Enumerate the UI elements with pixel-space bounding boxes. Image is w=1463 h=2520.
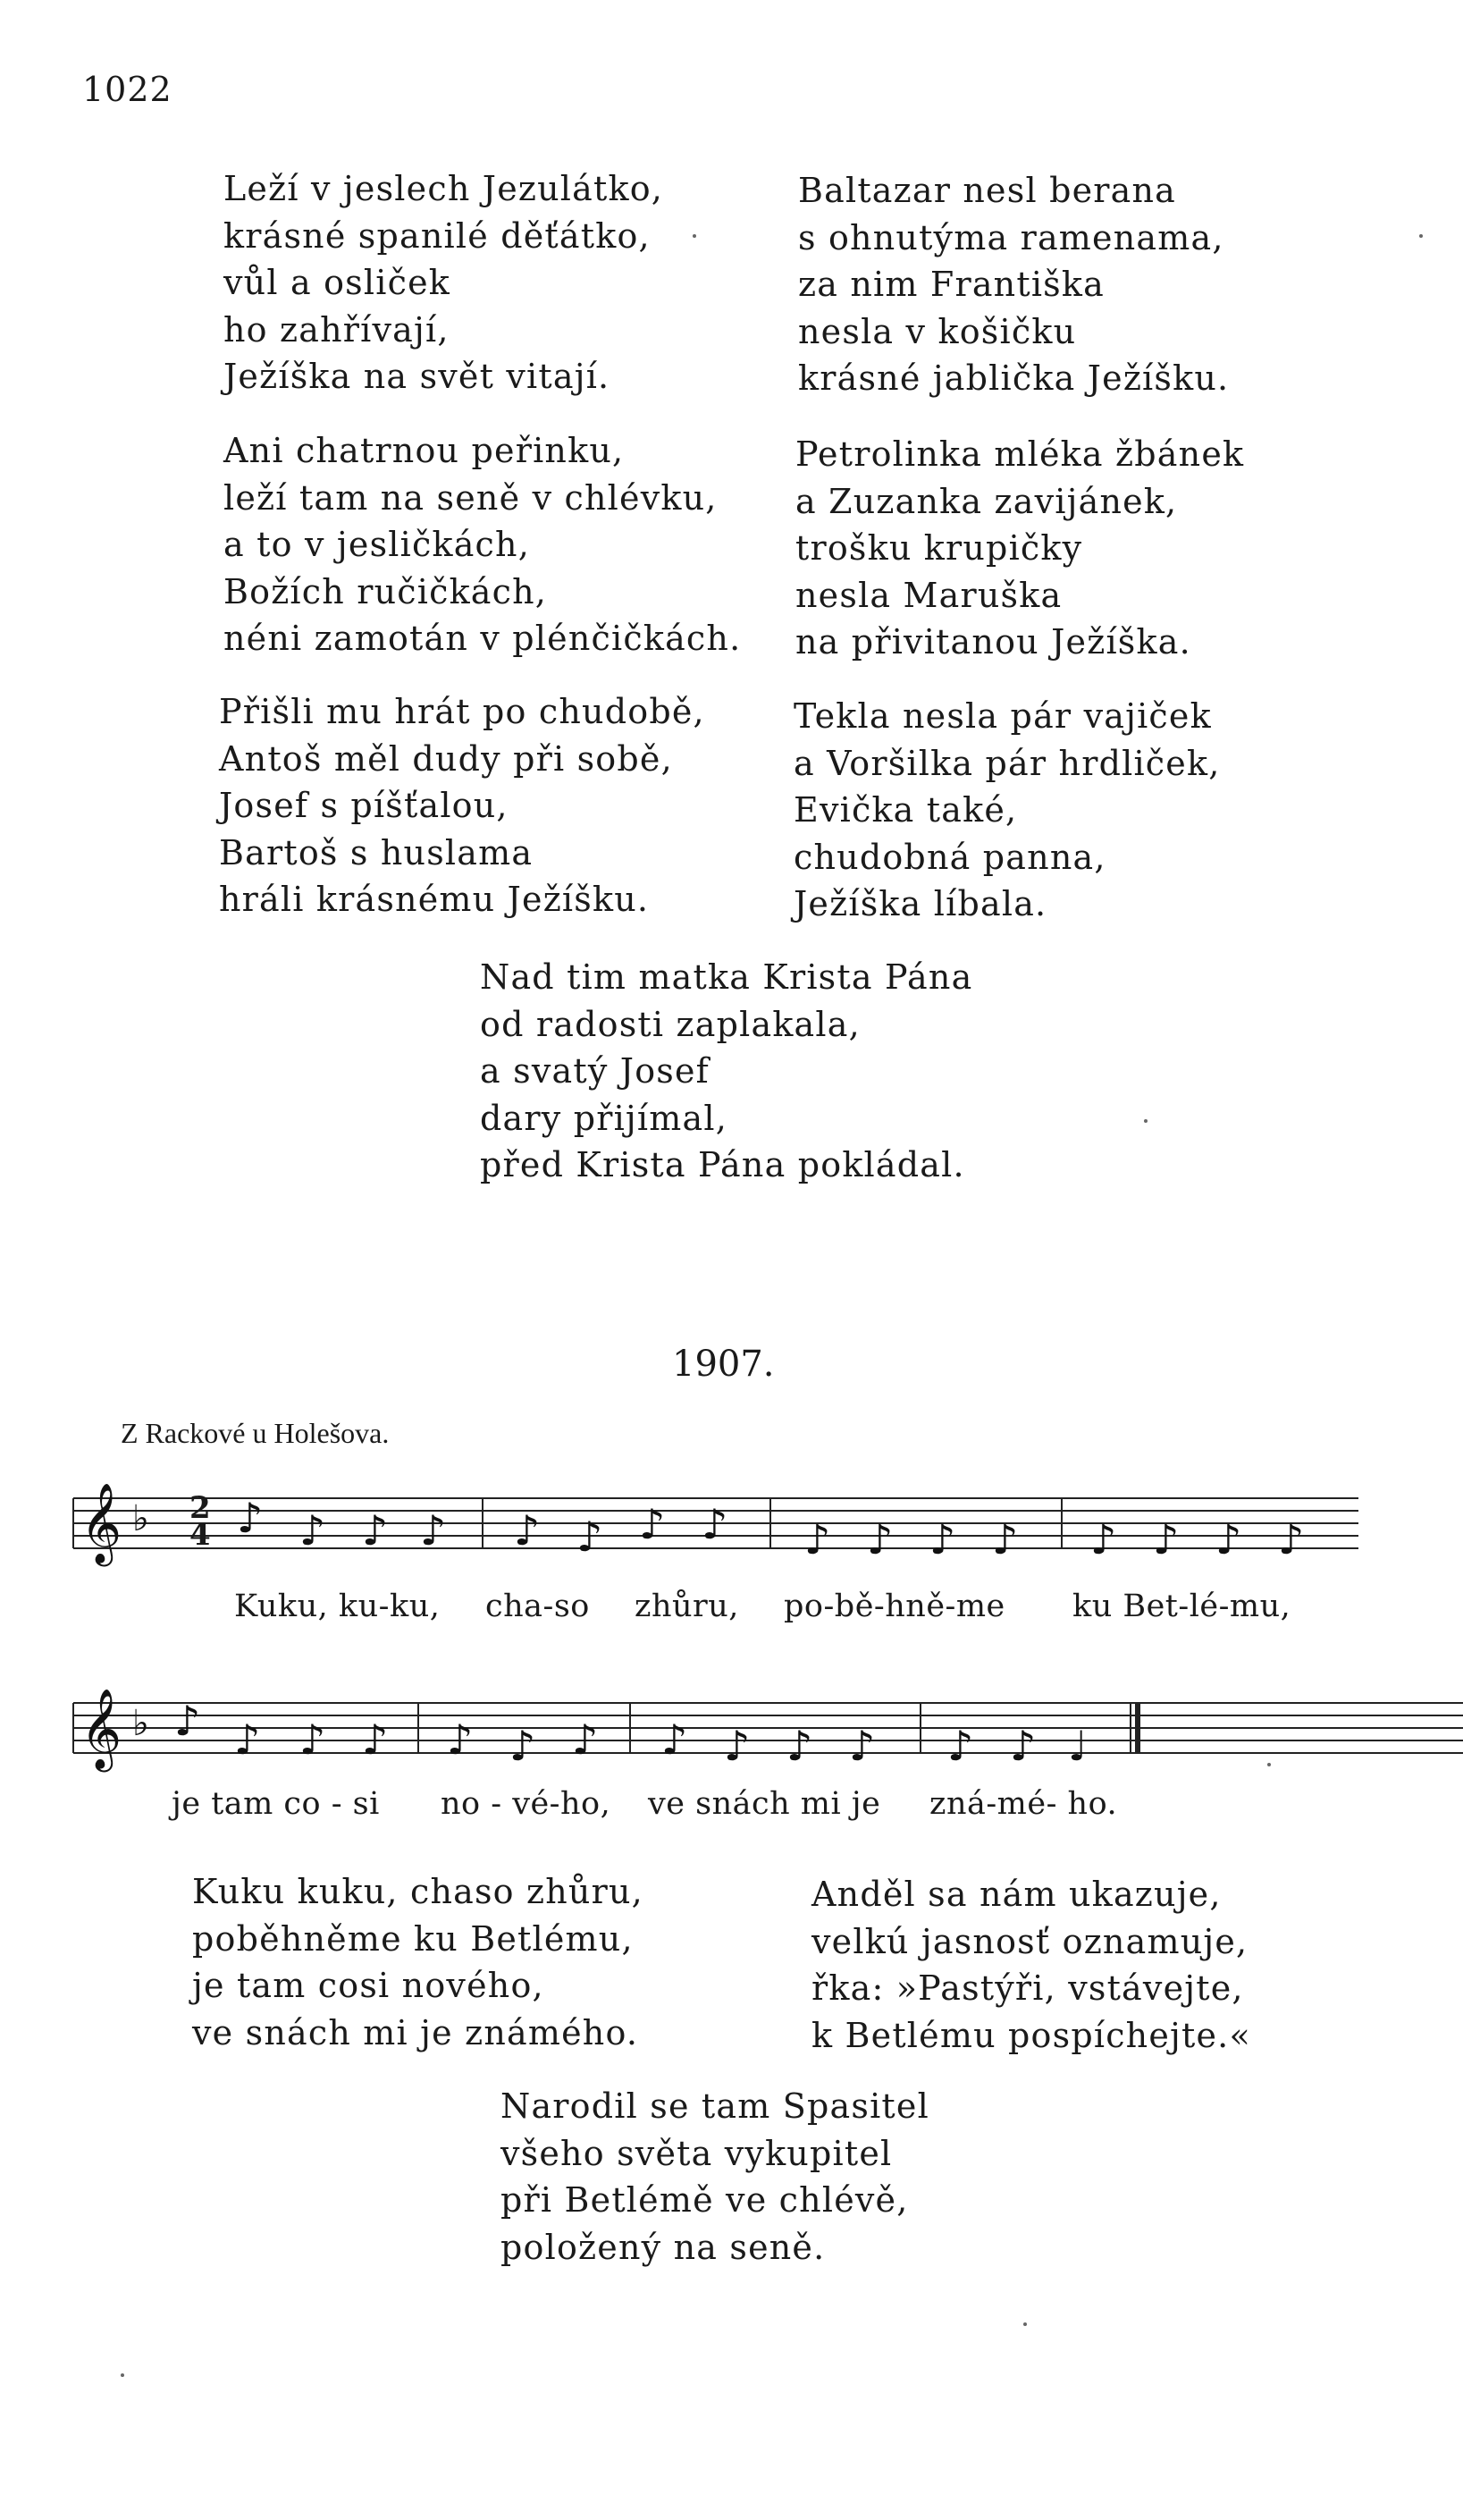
svg-text:♪: ♪: [724, 1722, 751, 1770]
verse-line: Ježíška líbala.: [794, 884, 1047, 923]
svg-text:♪: ♪: [514, 1506, 541, 1555]
verse-line: nesla v košičku: [798, 311, 1077, 351]
lyric: po-bě-hně-me: [784, 1589, 1005, 1624]
svg-text:♪: ♪: [234, 1715, 261, 1764]
verse-line: trošku krupičky: [795, 528, 1083, 568]
verse-line: položený na seně.: [500, 2227, 826, 2267]
svg-text:♪: ♪: [576, 1513, 603, 1561]
verse-1907-left: [192, 1868, 643, 2056]
time-signature-top: 2: [189, 1490, 211, 1526]
verse-1907-right: [811, 1871, 1251, 2059]
verse-line: od radosti zaplakala,: [480, 1004, 861, 1044]
svg-text:♪: ♪: [1010, 1722, 1037, 1770]
flat-icon: ♭: [132, 1498, 149, 1539]
verse-line: Tekla nesla pár vajiček: [794, 696, 1212, 736]
verse-line: Ani chatrnou peřinku,: [223, 431, 625, 470]
svg-text:♪: ♪: [639, 1500, 666, 1548]
verse-line: Božích ručičkách,: [223, 571, 548, 611]
treble-clef-icon: 𝄞: [80, 1689, 122, 1769]
verse-line: Ježíška na svět vitají.: [223, 357, 610, 396]
verse-line: s ohnutýma ramenama,: [798, 217, 1224, 257]
lyric: zhůru,: [635, 1589, 739, 1624]
scan-speck: [1419, 234, 1423, 238]
svg-text:♪: ♪: [702, 1500, 728, 1548]
verse-line: Evička také,: [794, 790, 1018, 830]
svg-text:♪: ♪: [867, 1515, 894, 1563]
verse-line: poběhněme ku Betlému,: [192, 1918, 634, 1959]
verse-line: všeho světa vykupitel: [500, 2133, 893, 2173]
verse-line: ve snách mi je známého.: [192, 2012, 639, 2052]
svg-text:♩: ♩: [1068, 1722, 1088, 1770]
verse-line: a Zuzanka zavijánek,: [795, 481, 1178, 521]
verse-line: Antoš měl dudy při sobě,: [219, 738, 673, 779]
svg-text:♪: ♪: [447, 1715, 474, 1764]
scan-speck: [1144, 1119, 1148, 1123]
svg-text:♪: ♪: [1278, 1515, 1305, 1563]
svg-text:♪: ♪: [299, 1715, 326, 1764]
scan-speck: [1267, 1763, 1271, 1766]
verse-line: za nim Františka: [798, 265, 1105, 304]
svg-text:♪: ♪: [661, 1715, 688, 1764]
svg-text:♪: ♪: [992, 1515, 1019, 1563]
verse-line: krásné spanilé děťátko,: [223, 215, 651, 256]
svg-text:♪: ♪: [237, 1494, 264, 1542]
verse-line: Anděl sa nám ukazuje,: [811, 1875, 1222, 1914]
verse-line: Kuku kuku, chaso zhůru,: [192, 1872, 643, 1911]
svg-text:♪: ♪: [174, 1697, 201, 1745]
verse-line: Narodil se tam Spasitel: [500, 2086, 929, 2126]
scan-speck: [693, 234, 696, 238]
svg-text:♪: ♪: [786, 1722, 813, 1770]
verse-line: Baltazar nesl berana: [798, 171, 1177, 210]
page-number: 1022: [82, 70, 172, 109]
scan-speck: [1023, 2322, 1027, 2326]
svg-text:♪: ♪: [804, 1515, 831, 1563]
verse-line: dary přijímal,: [480, 1098, 727, 1138]
lyric: zná-mé- ho.: [929, 1786, 1118, 1822]
verse-line: na přivitanou Ježíška.: [795, 622, 1191, 662]
svg-text:♪: ♪: [1090, 1515, 1117, 1563]
verse-line: Přišli mu hrát po chudobě,: [219, 692, 705, 731]
lyric: cha-so: [485, 1589, 590, 1624]
verse-line: Leží v jeslech Jezulátko,: [223, 169, 664, 208]
verse-line: Petrolinka mléka žbánek: [795, 434, 1245, 474]
verse-line: a svatý Josef: [480, 1051, 710, 1091]
verse-line: vůl a osliček: [223, 263, 450, 302]
lyric: je tam co - si: [172, 1786, 380, 1822]
svg-text:♪: ♪: [299, 1506, 326, 1555]
treble-clef-icon: 𝄞: [80, 1483, 122, 1563]
verse-line: chudobná panna,: [794, 837, 1106, 877]
verse-line: Bartoš s huslama: [219, 832, 534, 872]
scan-speck: [121, 2373, 124, 2377]
verse-line: před Krista Pána pokládal.: [480, 1145, 965, 1184]
verse-line: k Betlému pospíchejte.«: [811, 2015, 1251, 2055]
verse-line: néni zamotán v plénčičkách.: [223, 619, 742, 658]
svg-text:♪: ♪: [947, 1722, 974, 1770]
lyric: ku Bet-lé-mu,: [1072, 1589, 1291, 1624]
time-signature-bottom: 4: [189, 1517, 211, 1553]
verse-line: leží tam na seně v chlévku,: [223, 477, 718, 518]
verse-line: při Betlémě ve chlévě,: [500, 2180, 909, 2220]
svg-text:♪: ♪: [509, 1722, 536, 1770]
svg-text:♪: ♪: [572, 1715, 599, 1764]
svg-text:♪: ♪: [849, 1722, 876, 1770]
verse-line: hráli krásnému Ježíšku.: [219, 880, 650, 919]
lyric: Kuku, ku-ku,: [234, 1589, 441, 1624]
svg-text:♪: ♪: [420, 1506, 447, 1555]
song-source: Z Rackové u Holešova.: [121, 1417, 390, 1449]
verse-line: řka: »Pastýři, vstávejte,: [811, 1968, 1244, 2008]
song-number: 1907.: [672, 1344, 775, 1385]
verse-line: a to v jesličkách,: [223, 525, 530, 564]
verse-line: a Voršilka pár hrdliček,: [794, 743, 1221, 783]
verse-line: velkú jasnosť oznamuje,: [811, 1921, 1249, 1961]
svg-text:♪: ♪: [1153, 1515, 1180, 1563]
verse-line: krásné jablička Ježíšku.: [798, 358, 1230, 398]
verse-line: Nad tim matka Krista Pána: [480, 957, 973, 997]
verse-line: nesla Maruška: [795, 575, 1063, 615]
lyric: no - vé-ho,: [441, 1786, 611, 1822]
verse-1907-final: [500, 2083, 929, 2271]
svg-text:♪: ♪: [1215, 1515, 1242, 1563]
svg-text:♪: ♪: [362, 1506, 389, 1555]
svg-text:♪: ♪: [362, 1715, 389, 1764]
verse-line: Josef s píšťalou,: [219, 786, 509, 825]
lyric: ve snách mi je: [648, 1786, 881, 1822]
flat-icon: ♭: [132, 1703, 149, 1744]
svg-text:♪: ♪: [929, 1515, 956, 1563]
verse-line: je tam cosi nového,: [192, 1966, 544, 2005]
verse-line: ho zahřívají,: [223, 309, 450, 350]
